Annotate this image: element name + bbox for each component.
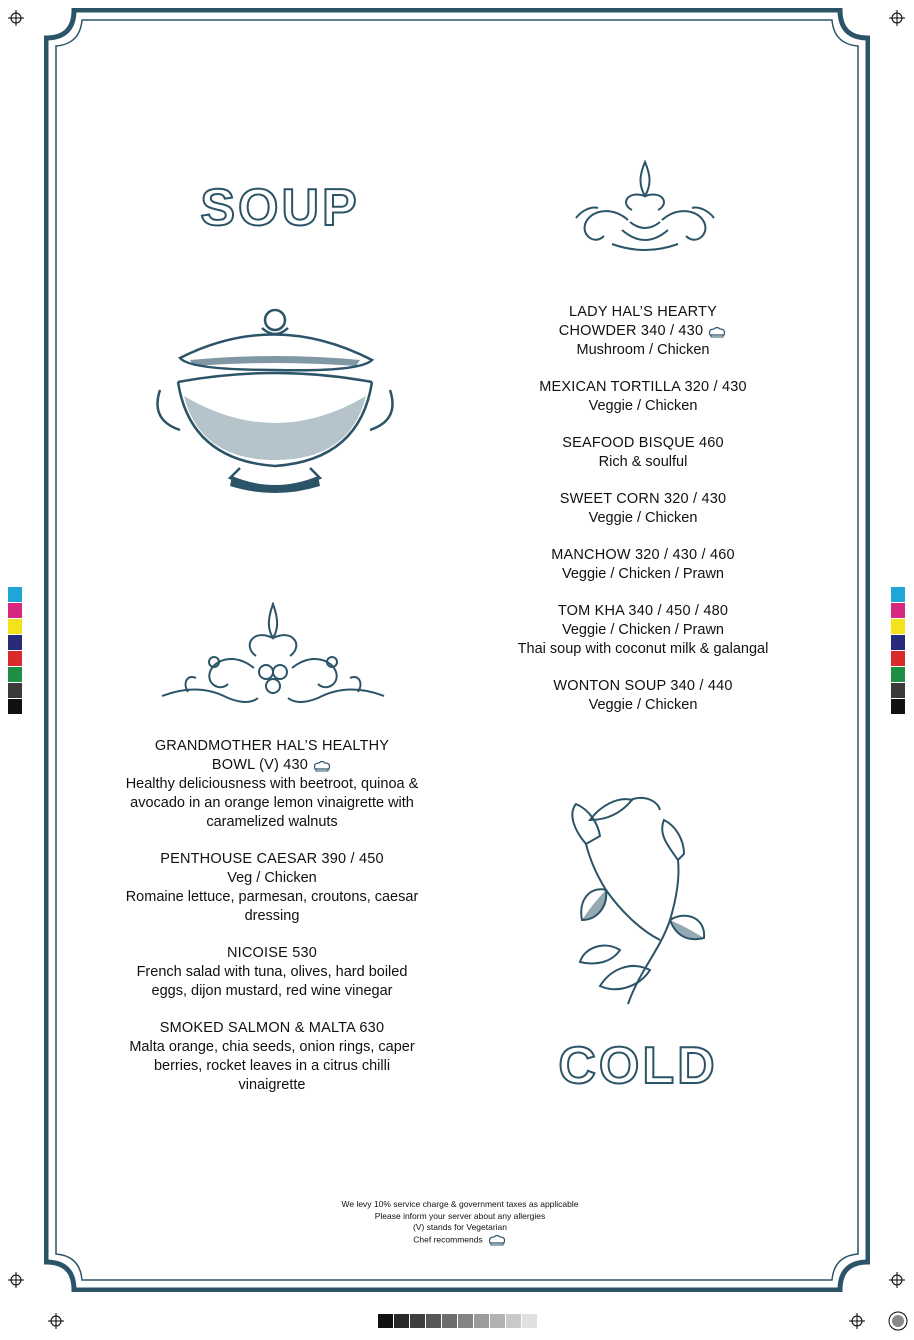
menu-item [512, 434, 774, 472]
menu-item-name: MANCHOW 320 / 430 / 460 [551, 547, 735, 563]
gray-swatch [426, 1314, 441, 1328]
menu-item-name-line2: BOWL (V) 430 [211, 757, 309, 773]
menu-item-name-line2: CHOWDER 340 / 430 [558, 323, 704, 339]
footer-note: Chef recommends [310, 1234, 610, 1246]
registration-mark-icon [8, 10, 24, 26]
soup-menu-list [512, 303, 774, 733]
color-swatch [8, 635, 22, 650]
menu-item [120, 850, 424, 926]
menu-item-name: SMOKED SALMON & MALTA 630 [159, 1020, 385, 1036]
menu-item-name: LADY HAL’S HEARTY [569, 304, 717, 320]
menu-item-description: dressing [244, 908, 300, 924]
registration-mark-icon [8, 1272, 24, 1288]
menu-item [512, 490, 774, 528]
menu-item-description: Veggie / Chicken / Prawn [561, 566, 724, 582]
menu-item-name: WONTON SOUP 340 / 440 [553, 678, 733, 694]
color-swatch [8, 603, 22, 618]
gray-swatch [490, 1314, 505, 1328]
registration-mark-icon [889, 1272, 905, 1288]
menu-item-description: Romaine lettuce, parmesan, croutons, caesar [125, 889, 419, 905]
menu-item-description: avocado in an orange lemon vinaigrette with [130, 795, 414, 811]
registration-mark-icon [849, 1313, 865, 1329]
color-swatch [891, 587, 905, 602]
dial-mark-icon [888, 1311, 908, 1331]
color-swatch [891, 699, 905, 714]
menu-item-name: SWEET CORN 320 / 430 [559, 491, 727, 507]
chef-hat-icon [707, 325, 727, 337]
registration-mark-icon [889, 10, 905, 26]
color-swatch [8, 587, 22, 602]
menu-item-description: vinaigrette [238, 1077, 306, 1093]
fleur-ornament [572, 160, 718, 254]
menu-item-description: Veggie / Chicken [588, 398, 698, 414]
gray-swatch [410, 1314, 425, 1328]
menu-item-name: NICOISE 530 [226, 945, 318, 961]
cold-heading: COLD [558, 1037, 718, 1095]
menu-item-name: PENTHOUSE CAESAR 390 / 450 [160, 851, 384, 867]
color-swatch [8, 699, 22, 714]
chef-hat-icon [487, 1234, 507, 1246]
color-swatch [8, 619, 22, 634]
color-swatch [891, 635, 905, 650]
menu-footer-notes [310, 1199, 610, 1246]
gray-swatch [394, 1314, 409, 1328]
menu-item [120, 1019, 424, 1095]
menu-item [120, 737, 424, 832]
color-swatch [8, 651, 22, 666]
menu-item-description: Mushroom / Chicken [576, 342, 710, 358]
color-swatch [891, 683, 905, 698]
color-swatch [891, 651, 905, 666]
gray-swatch [522, 1314, 537, 1328]
menu-item-name: SEAFOOD BISQUE 460 [562, 435, 724, 451]
menu-item-description: Veggie / Chicken / Prawn [561, 622, 724, 638]
chef-hat-icon [312, 759, 332, 771]
gray-swatch [474, 1314, 489, 1328]
color-swatch [8, 667, 22, 682]
color-swatch [891, 667, 905, 682]
menu-item-description: berries, rocket leaves in a citrus chilli [153, 1058, 391, 1074]
menu-item [120, 944, 424, 1001]
color-swatch [891, 619, 905, 634]
color-swatch [891, 603, 905, 618]
menu-item-description: Veg / Chicken [227, 870, 317, 886]
gray-swatch [442, 1314, 457, 1328]
menu-item [512, 303, 774, 360]
menu-item [512, 677, 774, 715]
footer-note: (V) stands for Vegetarian [412, 1222, 508, 1232]
menu-item-description: Malta orange, chia seeds, onion rings, caper [129, 1039, 415, 1055]
menu-item-description: caramelized walnuts [206, 814, 338, 830]
gray-swatch [506, 1314, 521, 1328]
menu-item-description: French salad with tuna, olives, hard boiled [136, 964, 408, 980]
menu-item-name: MEXICAN TORTILLA 320 / 430 [539, 379, 747, 395]
gray-swatch [378, 1314, 393, 1328]
color-swatch [8, 683, 22, 698]
gray-swatch [458, 1314, 473, 1328]
cold-menu-list [120, 737, 424, 1113]
soup-heading: SOUP [200, 179, 360, 237]
menu-item-description: Rich & soulful [598, 454, 688, 470]
fleur-ornament-left [158, 602, 388, 712]
registration-mark-icon [48, 1313, 64, 1329]
flower-illustration [560, 790, 710, 1006]
menu-item-description: Veggie / Chicken [588, 510, 698, 526]
menu-item-description: Thai soup with coconut milk & galangal [517, 641, 769, 657]
menu-item-description: Veggie / Chicken [588, 697, 698, 713]
menu-item-description: eggs, dijon mustard, red wine vinegar [151, 983, 393, 999]
menu-item-description: Healthy deliciousness with beetroot, quinoa & [125, 776, 419, 792]
menu-item-name: TOM KHA 340 / 450 / 480 [557, 603, 729, 619]
menu-item [512, 378, 774, 416]
menu-item [512, 602, 774, 659]
footer-note: Please inform your server about any allergies [374, 1210, 546, 1221]
footer-note: We levy 10% service charge & government taxes as applicable [341, 1199, 579, 1209]
soup-tureen-illustration [150, 300, 400, 496]
menu-item [512, 546, 774, 584]
menu-item-name: GRANDMOTHER HAL’S HEALTHY [154, 738, 390, 754]
